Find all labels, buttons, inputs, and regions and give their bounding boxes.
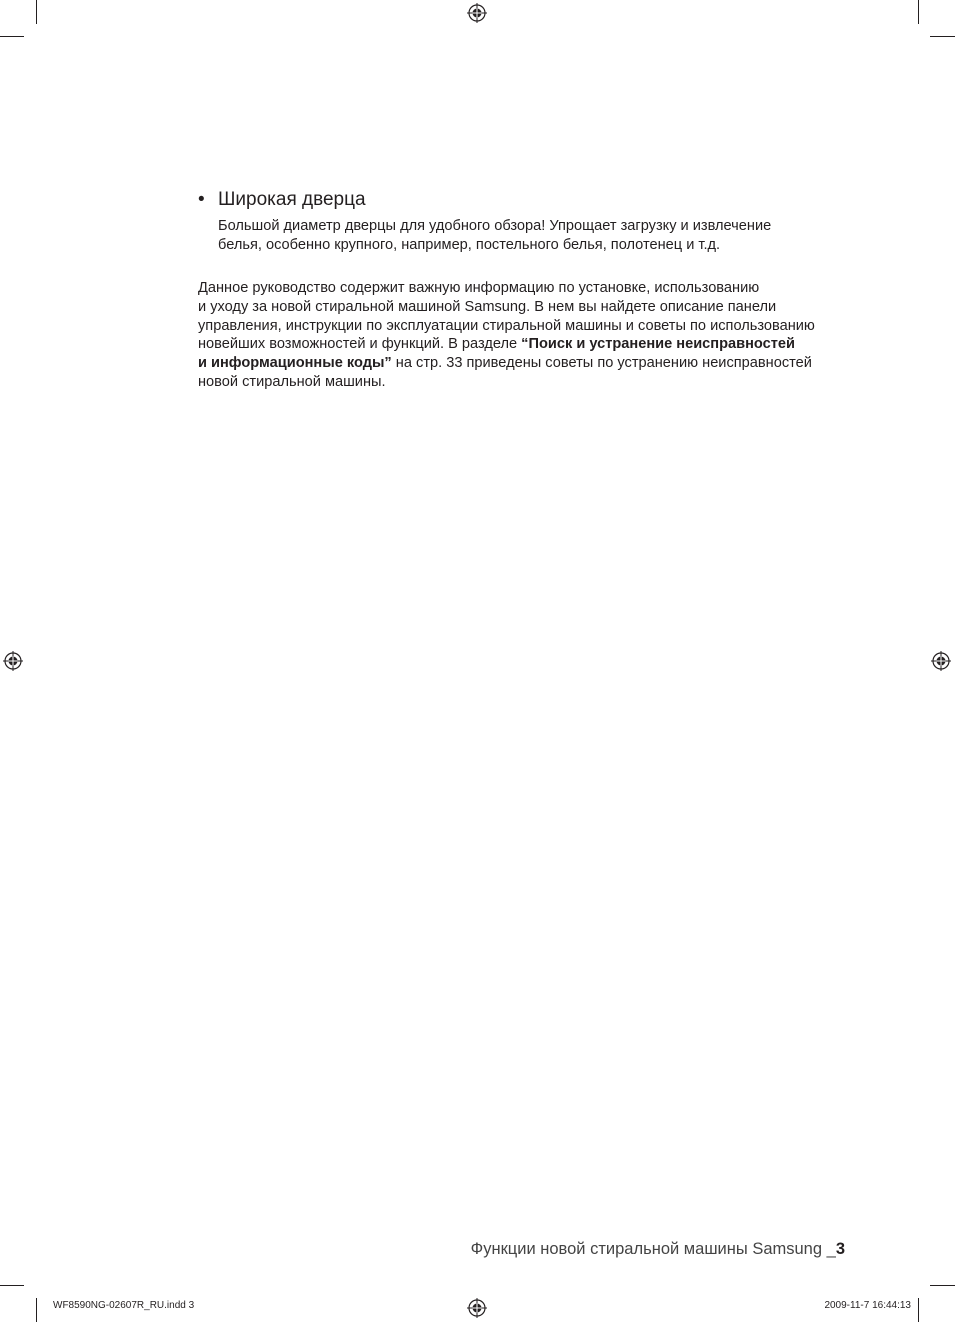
crop-mark [918, 1298, 919, 1322]
intro-line: Данное руководство содержит важную информацию по установке, использованию [198, 280, 760, 296]
troubleshooting-reference: и информационные коды” [198, 355, 392, 371]
crop-mark [0, 1285, 24, 1286]
slug-filename: WF8590NG-02607R_RU.indd 3 [53, 1300, 195, 1311]
crop-mark [930, 1285, 955, 1286]
intro-line [198, 354, 812, 373]
page-footer [471, 1238, 845, 1260]
slug-datetime: 2009-11-7 16:44:13 [824, 1300, 911, 1311]
intro-line: новой стиральной машины. [198, 374, 386, 390]
registration-mark-icon [3, 651, 23, 671]
bullet-icon: • [198, 189, 205, 210]
registration-mark-icon [467, 1298, 487, 1318]
page-number: 3 [835, 1240, 845, 1258]
troubleshooting-reference: “Поиск и устранение неисправностей [521, 336, 796, 352]
section-heading [198, 188, 366, 212]
section-description-line: белья, особенно крупного, например, постельного белья, полотенец и т.д. [218, 237, 721, 253]
crop-mark [918, 0, 919, 24]
crop-mark [930, 36, 955, 37]
intro-text: на стр. 33 приведены советы по устранению неисправностей [391, 355, 812, 371]
section-description-line: Большой диаметр дверцы для удобного обзора! Упрощает загрузку и извлечение [218, 218, 772, 234]
crop-mark [36, 0, 37, 24]
intro-line [198, 335, 795, 354]
registration-mark-icon [467, 3, 487, 23]
intro-line: управления, инструкции по эксплуатации стиральной машины и советы по использованию [198, 318, 815, 334]
intro-text: новейших возможностей и функций. В разделе [198, 336, 522, 352]
crop-mark [0, 36, 24, 37]
registration-mark-icon [931, 651, 951, 671]
footer-title: Функции новой стиральной машины Samsung _ [470, 1240, 836, 1258]
intro-line: и уходу за новой стиральной машиной Samsung. В нем вы найдете описание панели [198, 299, 777, 315]
section-title: Широкая дверца [218, 189, 366, 210]
crop-mark [36, 1298, 37, 1322]
